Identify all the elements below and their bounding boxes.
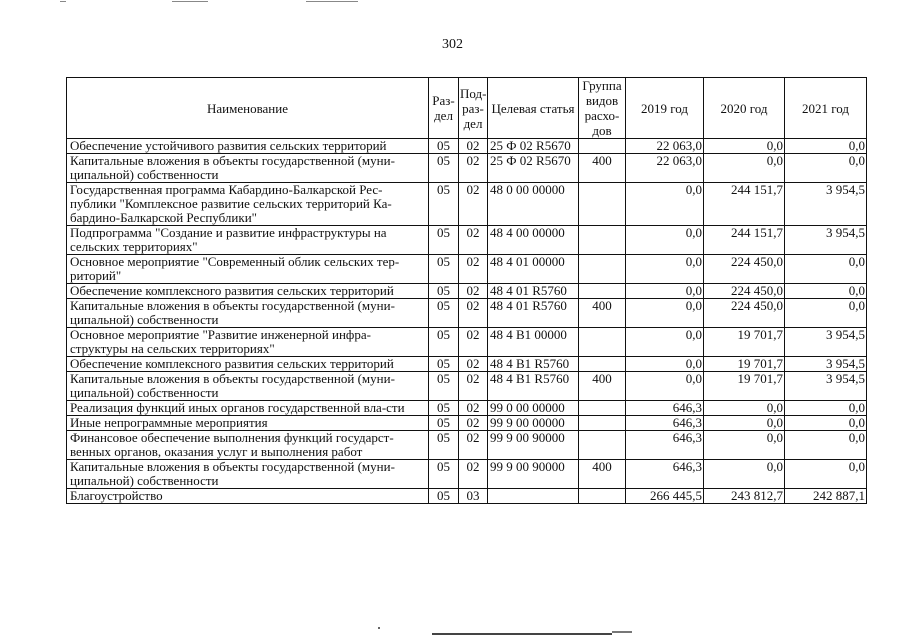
row-subsection: 03 bbox=[459, 489, 488, 504]
row-target: 48 4 00 00000 bbox=[488, 226, 579, 255]
row-value-2021: 3 954,5 bbox=[785, 226, 867, 255]
row-group bbox=[579, 328, 626, 357]
row-name: Капитальные вложения в объекты государственной (муни-ципальной) собственности bbox=[67, 460, 429, 489]
row-value-2020: 224 450,0 bbox=[704, 284, 785, 299]
scan-bottom-mark bbox=[432, 633, 612, 635]
row-target: 48 4 В1 00000 bbox=[488, 328, 579, 357]
row-value-2021: 3 954,5 bbox=[785, 183, 867, 226]
row-target: 99 9 00 90000 bbox=[488, 431, 579, 460]
row-subsection: 02 bbox=[459, 357, 488, 372]
row-section: 05 bbox=[429, 284, 459, 299]
row-section: 05 bbox=[429, 460, 459, 489]
row-value-2019: 646,3 bbox=[626, 416, 704, 431]
row-value-2021: 3 954,5 bbox=[785, 328, 867, 357]
row-value-2020: 243 812,7 bbox=[704, 489, 785, 504]
row-value-2019: 0,0 bbox=[626, 255, 704, 284]
row-section: 05 bbox=[429, 357, 459, 372]
row-group bbox=[579, 183, 626, 226]
row-target: 48 4 В1 R5760 bbox=[488, 372, 579, 401]
row-subsection: 02 bbox=[459, 284, 488, 299]
row-target: 99 9 00 90000 bbox=[488, 460, 579, 489]
header-name: Наименование bbox=[67, 78, 429, 139]
row-section: 05 bbox=[429, 139, 459, 154]
header-subsection: Под-раз-дел bbox=[459, 78, 488, 139]
row-value-2020: 0,0 bbox=[704, 416, 785, 431]
row-value-2019: 22 063,0 bbox=[626, 154, 704, 183]
row-value-2021: 0,0 bbox=[785, 255, 867, 284]
row-value-2020: 244 151,7 bbox=[704, 183, 785, 226]
row-target: 48 4 01 R5760 bbox=[488, 284, 579, 299]
table-row bbox=[67, 357, 867, 372]
row-value-2021: 3 954,5 bbox=[785, 357, 867, 372]
header-2019: 2019 год bbox=[626, 78, 704, 139]
row-value-2020: 0,0 bbox=[704, 460, 785, 489]
row-subsection: 02 bbox=[459, 139, 488, 154]
row-value-2020: 0,0 bbox=[704, 431, 785, 460]
row-value-2020: 224 450,0 bbox=[704, 255, 785, 284]
row-value-2019: 0,0 bbox=[626, 372, 704, 401]
budget-table bbox=[66, 77, 867, 504]
row-section: 05 bbox=[429, 226, 459, 255]
row-section: 05 bbox=[429, 372, 459, 401]
row-target: 25 Ф 02 R5670 bbox=[488, 154, 579, 183]
row-section: 05 bbox=[429, 299, 459, 328]
row-value-2020: 224 450,0 bbox=[704, 299, 785, 328]
row-value-2020: 0,0 bbox=[704, 154, 785, 183]
table-row bbox=[67, 255, 867, 284]
row-group bbox=[579, 357, 626, 372]
table-row bbox=[67, 328, 867, 357]
row-subsection: 02 bbox=[459, 255, 488, 284]
table-row bbox=[67, 372, 867, 401]
row-value-2021: 0,0 bbox=[785, 299, 867, 328]
header-2021: 2021 год bbox=[785, 78, 867, 139]
row-target: 48 0 00 00000 bbox=[488, 183, 579, 226]
row-subsection: 02 bbox=[459, 183, 488, 226]
header-2020: 2020 год bbox=[704, 78, 785, 139]
row-target: 48 4 01 00000 bbox=[488, 255, 579, 284]
table-row bbox=[67, 401, 867, 416]
row-name: Подпрограмма "Создание и развитие инфраструктуры на сельских территориях" bbox=[67, 226, 429, 255]
table-row bbox=[67, 284, 867, 299]
row-subsection: 02 bbox=[459, 328, 488, 357]
row-name: Обеспечение комплексного развития сельских территорий bbox=[67, 357, 429, 372]
row-value-2019: 266 445,5 bbox=[626, 489, 704, 504]
page-number: 302 bbox=[442, 37, 463, 52]
row-target: 99 9 00 00000 bbox=[488, 416, 579, 431]
row-value-2021: 0,0 bbox=[785, 416, 867, 431]
header-target: Целевая статья bbox=[488, 78, 579, 139]
header-section: Раз-дел bbox=[429, 78, 459, 139]
row-section: 05 bbox=[429, 489, 459, 504]
row-value-2019: 0,0 bbox=[626, 284, 704, 299]
row-name: Основное мероприятие "Развитие инженерной инфра-структуры на сельских территориях" bbox=[67, 328, 429, 357]
table-row bbox=[67, 431, 867, 460]
row-value-2020: 0,0 bbox=[704, 401, 785, 416]
row-target: 48 4 В1 R5760 bbox=[488, 357, 579, 372]
row-name: Основное мероприятие "Современный облик сельских тер-риторий" bbox=[67, 255, 429, 284]
row-name: Благоустройство bbox=[67, 489, 429, 504]
row-group bbox=[579, 139, 626, 154]
row-name: Капитальные вложения в объекты государственной (муни-ципальной) собственности bbox=[67, 372, 429, 401]
table-row bbox=[67, 226, 867, 255]
row-target bbox=[488, 489, 579, 504]
row-section: 05 bbox=[429, 154, 459, 183]
table-row bbox=[67, 139, 867, 154]
row-group: 400 bbox=[579, 372, 626, 401]
row-target: 25 Ф 02 R5670 bbox=[488, 139, 579, 154]
row-target: 99 0 00 00000 bbox=[488, 401, 579, 416]
row-section: 05 bbox=[429, 183, 459, 226]
row-subsection: 02 bbox=[459, 460, 488, 489]
row-name: Государственная программа Кабардино-Балкарской Рес-публики "Комплексное развитие сельских территорий Ка-бардино-Балкарской Республики" bbox=[67, 183, 429, 226]
row-name: Обеспечение устойчивого развития сельских территорий bbox=[67, 139, 429, 154]
row-section: 05 bbox=[429, 431, 459, 460]
table-row bbox=[67, 416, 867, 431]
table-body bbox=[67, 139, 867, 504]
row-value-2021: 0,0 bbox=[785, 431, 867, 460]
row-value-2021: 0,0 bbox=[785, 460, 867, 489]
row-subsection: 02 bbox=[459, 431, 488, 460]
row-subsection: 02 bbox=[459, 401, 488, 416]
row-value-2019: 0,0 bbox=[626, 183, 704, 226]
scan-speck bbox=[378, 627, 380, 629]
row-value-2019: 22 063,0 bbox=[626, 139, 704, 154]
row-group bbox=[579, 255, 626, 284]
row-group bbox=[579, 226, 626, 255]
row-subsection: 02 bbox=[459, 416, 488, 431]
row-value-2019: 646,3 bbox=[626, 460, 704, 489]
table-row bbox=[67, 154, 867, 183]
scan-top-marks bbox=[60, 0, 360, 4]
row-value-2019: 646,3 bbox=[626, 431, 704, 460]
row-value-2021: 0,0 bbox=[785, 139, 867, 154]
row-group: 400 bbox=[579, 154, 626, 183]
table-row bbox=[67, 489, 867, 504]
row-name: Иные непрограммные мероприятия bbox=[67, 416, 429, 431]
row-group bbox=[579, 401, 626, 416]
row-name: Реализация функций иных органов государственной вла-сти bbox=[67, 401, 429, 416]
row-group bbox=[579, 416, 626, 431]
scan-bottom-mark-end bbox=[612, 631, 632, 633]
row-value-2019: 646,3 bbox=[626, 401, 704, 416]
row-group: 400 bbox=[579, 460, 626, 489]
row-value-2020: 244 151,7 bbox=[704, 226, 785, 255]
row-value-2020: 19 701,7 bbox=[704, 372, 785, 401]
row-value-2021: 0,0 bbox=[785, 154, 867, 183]
row-value-2019: 0,0 bbox=[626, 328, 704, 357]
row-value-2019: 0,0 bbox=[626, 226, 704, 255]
row-value-2021: 0,0 bbox=[785, 401, 867, 416]
row-value-2020: 19 701,7 bbox=[704, 357, 785, 372]
row-name: Капитальные вложения в объекты государственной (муни-ципальной) собственности bbox=[67, 299, 429, 328]
row-subsection: 02 bbox=[459, 226, 488, 255]
row-section: 05 bbox=[429, 255, 459, 284]
row-group: 400 bbox=[579, 299, 626, 328]
row-target: 48 4 01 R5760 bbox=[488, 299, 579, 328]
row-value-2020: 0,0 bbox=[704, 139, 785, 154]
table-row bbox=[67, 299, 867, 328]
row-value-2021: 0,0 bbox=[785, 284, 867, 299]
row-value-2021: 242 887,1 bbox=[785, 489, 867, 504]
table-row bbox=[67, 460, 867, 489]
table-row bbox=[67, 183, 867, 226]
row-subsection: 02 bbox=[459, 372, 488, 401]
row-group bbox=[579, 431, 626, 460]
table-header-row bbox=[67, 78, 867, 139]
row-section: 05 bbox=[429, 328, 459, 357]
row-section: 05 bbox=[429, 401, 459, 416]
row-value-2019: 0,0 bbox=[626, 357, 704, 372]
row-value-2020: 19 701,7 bbox=[704, 328, 785, 357]
row-value-2019: 0,0 bbox=[626, 299, 704, 328]
row-value-2021: 3 954,5 bbox=[785, 372, 867, 401]
row-name: Финансовое обеспечение выполнения функций государст-венных органов, оказания услуг и выполнения работ bbox=[67, 431, 429, 460]
row-subsection: 02 bbox=[459, 299, 488, 328]
row-group bbox=[579, 284, 626, 299]
row-subsection: 02 bbox=[459, 154, 488, 183]
row-name: Обеспечение комплексного развития сельских территорий bbox=[67, 284, 429, 299]
row-group bbox=[579, 489, 626, 504]
row-section: 05 bbox=[429, 416, 459, 431]
header-group: Группа видов расхо-дов bbox=[579, 78, 626, 139]
row-name: Капитальные вложения в объекты государственной (муни-ципальной) собственности bbox=[67, 154, 429, 183]
